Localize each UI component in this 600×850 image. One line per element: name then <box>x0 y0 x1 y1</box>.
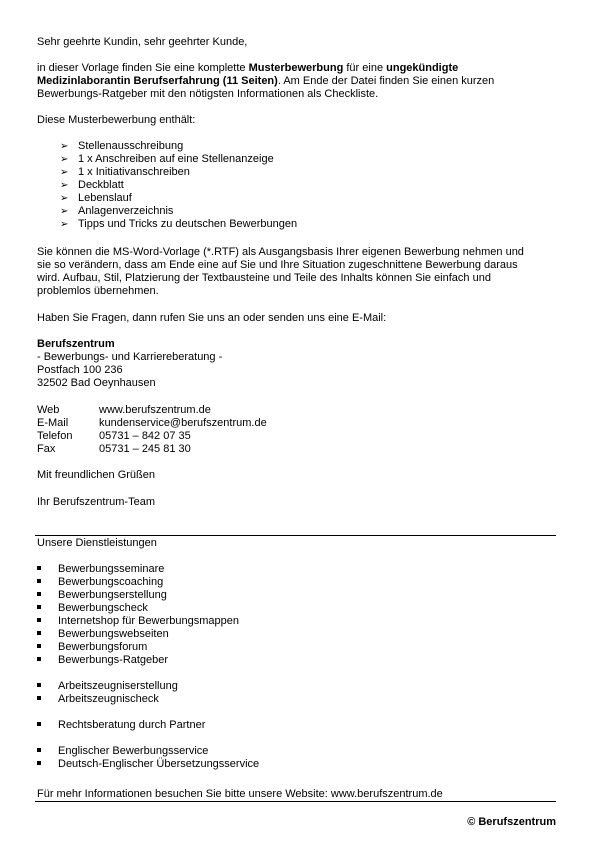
arrow-bullet-icon: ➢ <box>60 180 69 191</box>
contact-phone-value: 05731 – 842 07 35 <box>99 430 191 442</box>
service-item <box>37 745 208 758</box>
service-item-label: Deutsch-Englischer Übersetzungsservice <box>58 758 260 770</box>
address-subtitle: - Bewerbungs- und Karriereberatung - <box>37 351 223 363</box>
contents-item <box>60 205 173 218</box>
service-item <box>37 693 159 706</box>
arrow-bullet-icon: ➢ <box>60 193 69 204</box>
contact-email-label: E-Mail <box>37 417 69 429</box>
service-item <box>37 680 178 693</box>
contents-heading: Diese Musterbewerbung enthält: <box>37 114 196 126</box>
square-bullet-icon <box>37 696 41 700</box>
intro-line-2 <box>37 75 494 88</box>
service-item <box>37 628 169 641</box>
contents-item-label: Tipps und Tricks zu deutschen Bewerbungen <box>78 218 298 230</box>
intro-text-2: für eine <box>343 62 387 74</box>
service-item-label: Englischer Bewerbungsservice <box>58 745 209 757</box>
contact-web-label: Web <box>37 404 60 416</box>
arrow-bullet-icon: ➢ <box>60 167 69 178</box>
contents-item-label: Deckblatt <box>78 179 124 191</box>
contact-email-link[interactable]: kundenservice@berufszentrum.de <box>99 417 267 429</box>
intro-line-3: Bewerbungs-Ratgeber mit den nötigsten Informationen als Checkliste. <box>37 88 379 100</box>
usage-line-3: wird. Aufbau, Stil, Platzierung der Textbausteine und Teile des Inhalts können Sie einfach und <box>37 272 491 284</box>
usage-line-4: problemlos übernehmen. <box>37 285 159 297</box>
intro-bold-1: Musterbewerbung <box>248 62 344 74</box>
intro-bold-3: Medizinlaborantin Berufserfahrung (11 Seiten) <box>37 75 278 87</box>
service-item-label: Rechtsberatung durch Partner <box>58 719 206 731</box>
contents-item-label: 1 x Initiativanschreiben <box>78 166 190 178</box>
contents-item-label: 1 x Anschreiben auf eine Stellenanzeige <box>78 153 274 165</box>
contents-item-label: Lebenslauf <box>78 192 132 204</box>
address-street: Postfach 100 236 <box>37 364 123 376</box>
divider-bottom <box>35 801 556 802</box>
service-item <box>37 563 164 576</box>
questions-text: Haben Sie Fragen, dann rufen Sie uns an oder senden uns eine E-Mail: <box>37 312 387 324</box>
arrow-bullet-icon: ➢ <box>60 154 69 165</box>
arrow-bullet-icon: ➢ <box>60 219 69 230</box>
square-bullet-icon <box>37 579 41 583</box>
more-info-text: Für mehr Informationen besuchen Sie bitte unsere Website: www.berufszentrum.de <box>37 788 443 800</box>
service-item-label: Arbeitszeugniserstellung <box>58 680 178 692</box>
square-bullet-icon <box>37 592 41 596</box>
contents-item-label: Anlagenverzeichnis <box>78 205 174 217</box>
intro-text-1: in dieser Vorlage finden Sie eine komplette <box>37 62 249 74</box>
contact-web-link[interactable]: www.berufszentrum.de <box>99 404 211 416</box>
service-item <box>37 602 148 615</box>
service-item-label: Bewerbungsseminare <box>58 563 165 575</box>
arrow-bullet-icon: ➢ <box>60 206 69 217</box>
contents-item <box>60 179 124 192</box>
service-item <box>37 576 163 589</box>
arrow-bullet-icon: ➢ <box>60 141 69 152</box>
service-item <box>37 641 147 654</box>
contents-item-label: Stellenausschreibung <box>78 140 184 152</box>
greeting: Sehr geehrte Kundin, sehr geehrter Kunde, <box>37 36 248 48</box>
usage-line-2: sie so verändern, dass am Ende eine auf Sie und Ihre Situation zugeschnittene Bewerbung daraus <box>37 259 518 271</box>
address-company: Berufszentrum <box>37 338 115 350</box>
service-item <box>37 719 205 732</box>
service-item-label: Arbeitszeugnischeck <box>58 693 159 705</box>
service-item-label: Bewerbungscoaching <box>58 576 164 588</box>
contact-fax-value: 05731 – 245 81 30 <box>99 443 191 455</box>
service-item <box>37 589 167 602</box>
service-item-label: Bewerbungswebseiten <box>58 628 169 640</box>
service-item-label: Bewerbungs-Ratgeber <box>58 654 169 666</box>
intro-text-3: . Am Ende der Datei finden Sie einen kurzen <box>277 75 495 87</box>
square-bullet-icon <box>37 761 41 765</box>
usage-line-1: Sie können die MS-Word-Vorlage (*.RTF) als Ausgangsbasis Ihrer eigenen Bewerbung nehmen und <box>37 246 524 258</box>
contents-item <box>60 166 190 179</box>
signature: Ihr Berufszentrum-Team <box>37 496 155 508</box>
contents-item <box>60 153 274 166</box>
contents-item <box>60 218 297 231</box>
closing: Mit freundlichen Grüßen <box>37 469 155 481</box>
intro-bold-2: ungekündigte <box>386 62 459 74</box>
address-city: 32502 Bad Oeynhausen <box>37 377 156 389</box>
contents-item <box>60 192 132 205</box>
square-bullet-icon <box>37 605 41 609</box>
contact-phone-label: Telefon <box>37 430 73 442</box>
intro-line-1 <box>37 62 458 75</box>
service-item-label: Bewerbungsforum <box>58 641 148 653</box>
service-item-label: Internetshop für Bewerbungsmappen <box>58 615 240 627</box>
service-item <box>37 654 168 667</box>
square-bullet-icon <box>37 618 41 622</box>
service-item <box>37 758 259 771</box>
service-item <box>37 615 239 628</box>
contents-item <box>60 140 183 153</box>
services-heading: Unsere Dienstleistungen <box>37 537 157 549</box>
square-bullet-icon <box>37 644 41 648</box>
square-bullet-icon <box>37 722 41 726</box>
square-bullet-icon <box>37 748 41 752</box>
service-item-label: Bewerbungscheck <box>58 602 148 614</box>
service-item-label: Bewerbungserstellung <box>58 589 167 601</box>
square-bullet-icon <box>37 566 41 570</box>
contact-fax-label: Fax <box>37 443 56 455</box>
square-bullet-icon <box>37 657 41 661</box>
square-bullet-icon <box>37 631 41 635</box>
square-bullet-icon <box>37 683 41 687</box>
copyright: © Berufszentrum <box>467 816 556 828</box>
divider-top <box>35 535 556 536</box>
